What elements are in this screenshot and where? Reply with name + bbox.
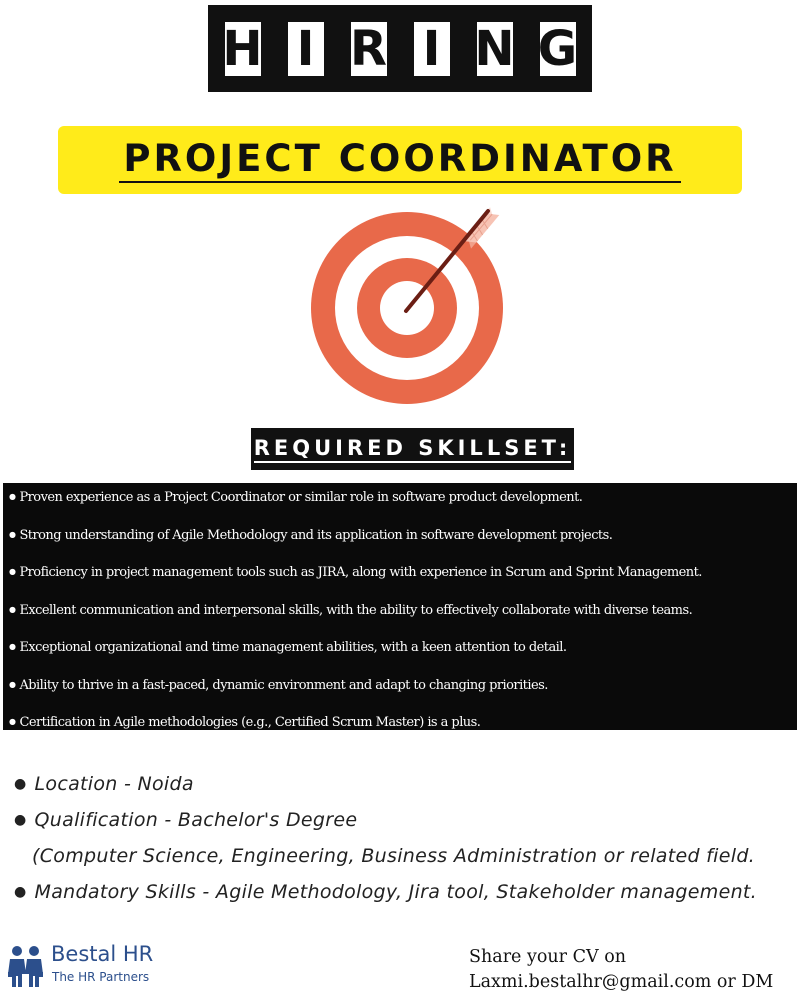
bullet-icon: ●	[14, 884, 27, 900]
skill-item: ● Exceptional organizational and time management abilities, with a keen attention to detail.	[9, 637, 797, 675]
hiring-letter: H	[222, 20, 263, 77]
business-people-icon	[6, 944, 46, 988]
mandatory-skills-line	[14, 874, 757, 910]
job-title: PROJECT COORDINATOR	[119, 137, 680, 183]
share-email-line: Laxmi.bestalhr@gmail.com or DM	[469, 972, 774, 992]
brand-tagline: The HR Partners	[52, 970, 150, 984]
skills-list	[9, 487, 797, 750]
hiring-letter: I	[414, 22, 450, 76]
qualification-line	[14, 802, 757, 838]
mandatory-skills-text: Mandatory Skills - Agile Methodology, Jira tool, Stakeholder management.	[34, 881, 757, 903]
qualification-note-line	[14, 838, 757, 874]
share-cv-info	[469, 945, 773, 995]
skill-item: ● Excellent communication and interpersonal skills, with the ability to effectively collaborate with diverse teams.	[9, 600, 797, 638]
hiring-letter: R	[350, 20, 387, 77]
target-with-arrow-icon	[300, 205, 520, 415]
job-title-banner	[58, 126, 742, 194]
hiring-banner	[208, 5, 592, 92]
location-line	[14, 766, 757, 802]
skill-item: ● Strong understanding of Agile Methodology and its application in software development projects.	[9, 525, 797, 563]
skillset-heading-text: REQUIRED SKILLSET:	[254, 436, 572, 463]
skill-item: ● Proven experience as a Project Coordinator or similar role in software product development.	[9, 487, 797, 525]
brand-name: Bestal HR	[51, 942, 154, 966]
skill-item: ● Certification in Agile methodologies (e.g., Certified Scrum Master) is a plus.	[9, 712, 797, 750]
hiring-letter: I	[288, 22, 324, 76]
bestal-hr-logo	[6, 942, 176, 992]
hiring-letter: G	[537, 20, 578, 77]
hiring-letter: N	[474, 20, 515, 77]
share-cv-line: Share your CV on	[469, 947, 626, 967]
qualification-text: Qualification - Bachelor's Degree	[34, 809, 358, 831]
qualification-note-text: (Computer Science, Engineering, Business Administration or related field.	[32, 845, 756, 867]
bullet-icon: ●	[14, 812, 27, 828]
location-text: Location - Noida	[34, 773, 194, 795]
skill-item: ● Ability to thrive in a fast-paced, dynamic environment and adapt to changing priorities.	[9, 675, 797, 713]
job-details	[14, 766, 757, 910]
skill-item: ● Proficiency in project management tools such as JIRA, along with experience in Scrum and Sprint Management.	[9, 562, 797, 600]
bullet-icon: ●	[14, 776, 27, 792]
skills-list-panel	[3, 483, 797, 730]
skillset-heading	[251, 428, 574, 470]
